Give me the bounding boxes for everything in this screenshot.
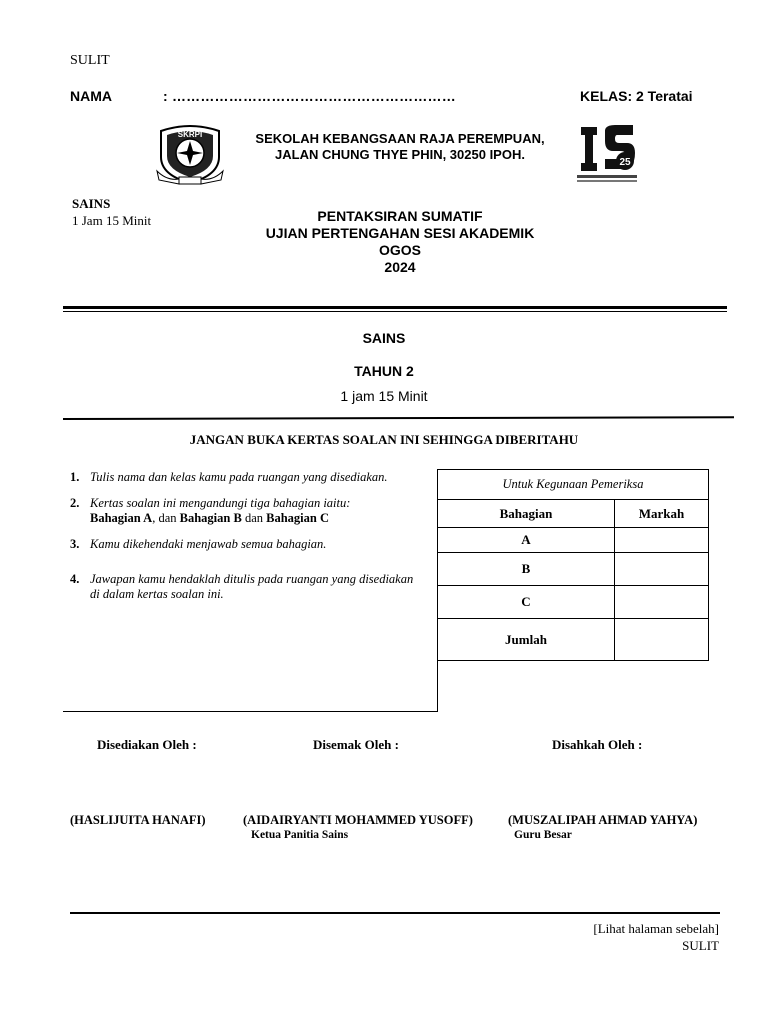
instruction-text-block	[90, 496, 418, 526]
approved-by-role: Guru Besar	[514, 829, 572, 841]
exam-title-line2: UJIAN PERTENGAHAN SESI AKADEMIK	[265, 225, 535, 241]
divider-paper-info	[63, 416, 734, 420]
checked-by-role: Ketua Panitia Sains	[251, 829, 349, 841]
subject-label-left: SAINS	[72, 196, 111, 211]
prepared-by-label: Disediakan Oleh :	[97, 737, 197, 752]
next-page-note: [Lihat halaman sebelah]	[593, 921, 719, 936]
confidential-label-bottom: SULIT	[682, 938, 719, 953]
marks-cell[interactable]	[615, 553, 709, 586]
instruction-number: 2.	[70, 496, 80, 510]
instruction-number: 1.	[70, 470, 80, 484]
approved-by-name: (MUSZALIPAH AHMAD YAHYA)	[508, 813, 698, 827]
name-label: NAMA	[70, 88, 112, 104]
instruction-text: Jawapan kamu hendaklah ditulis pada ruangan yang disediakan di dalam kertas soalan ini.	[90, 572, 414, 601]
instructions-list	[70, 470, 418, 613]
instruction-number: 4.	[70, 572, 80, 586]
table-row	[438, 528, 709, 553]
confidential-label-top: SULIT	[70, 53, 110, 68]
school-name-block	[220, 131, 580, 163]
column-header-marks: Markah	[615, 500, 709, 528]
paper-year-level: TAHUN 2	[354, 363, 414, 379]
exam-month: OGOS	[378, 242, 421, 258]
checked-by-name: (AIDAIRYANTI MOHAMMED YUSOFF)	[243, 813, 473, 827]
instruction-text: Kamu dikehendaki menjawab semua bahagian.	[90, 537, 327, 551]
name-field[interactable]: : ……………………………………………………	[163, 88, 456, 104]
marks-cell[interactable]	[615, 528, 709, 553]
do-not-open-warning: JANGAN BUKA KERTAS SOALAN INI SEHINGGA DIBERITAHU	[189, 432, 579, 447]
school-crest-logo	[155, 123, 225, 185]
school-name: SEKOLAH KEBANGSAAN RAJA PEREMPUAN,	[255, 131, 545, 146]
exam-title-line1: PENTAKSIRAN SUMATIF	[317, 208, 483, 224]
instruction-item	[70, 537, 418, 552]
total-marks-cell[interactable]	[615, 619, 709, 661]
class-label: KELAS: 2 Teratai	[580, 88, 693, 104]
divider-thin	[63, 311, 727, 312]
school-address: JALAN CHUNG THYE PHIN, 30250 IPOH.	[275, 147, 525, 162]
column-header-section: Bahagian	[438, 500, 615, 528]
table-row	[438, 553, 709, 586]
examiner-table-title: Untuk Kegunaan Pemeriksa	[438, 470, 709, 500]
checked-by-label: Disemak Oleh :	[313, 737, 399, 752]
section-b-label: Bahagian B	[179, 511, 242, 525]
instruction-text: Kertas soalan ini mengandungi tiga bahagian iaitu:	[90, 496, 351, 510]
footer-divider	[70, 912, 720, 914]
section-a-label: Bahagian A	[90, 511, 153, 525]
instruction-number: 3.	[70, 537, 80, 551]
duration-label-left: 1 Jam 15 Minit	[72, 213, 152, 228]
paper-subject: SAINS	[362, 330, 406, 346]
prepared-by-name: (HASLIJUITA HANAFI)	[70, 813, 206, 827]
exam-title-block	[220, 208, 580, 276]
separator-text: , dan	[152, 511, 180, 525]
crest-text: SKRPI	[177, 130, 203, 139]
exam-year: 2024	[384, 259, 416, 275]
marks-cell[interactable]	[615, 586, 709, 619]
logo-25-text: 25	[619, 157, 631, 168]
paper-duration: 1 jam 15 Minit	[340, 388, 428, 404]
section-cell: A	[438, 528, 615, 553]
section-c-label: Bahagian C	[266, 511, 329, 525]
instruction-item	[70, 572, 418, 602]
total-label-cell: Jumlah	[438, 619, 615, 661]
table-row	[438, 619, 709, 661]
section-cell: B	[438, 553, 615, 586]
instruction-item	[70, 496, 418, 526]
approved-by-label: Disahkah Oleh :	[552, 737, 643, 752]
divider-thick	[63, 306, 727, 309]
separator-text: dan	[241, 511, 267, 525]
instruction-text: Tulis nama dan kelas kamu pada ruangan yang disediakan.	[90, 470, 388, 484]
section-cell: C	[438, 586, 615, 619]
table-row	[438, 586, 709, 619]
instruction-item	[70, 470, 418, 485]
anniversary-25-logo	[575, 123, 639, 185]
examiner-marks-table	[437, 469, 709, 661]
instructions-box-bottom-border	[63, 711, 438, 712]
